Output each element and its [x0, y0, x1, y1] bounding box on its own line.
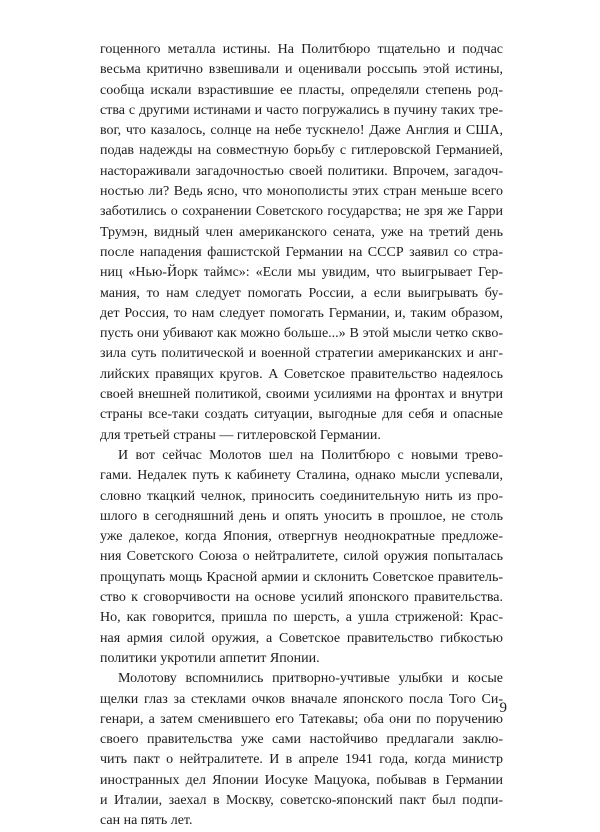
- text-line: ния Советского Союза о нейтралитете, силой оружия попыталась: [100, 549, 503, 565]
- text-line: сообща искали взрастившие ее пласты, определяли степень род-: [100, 82, 503, 98]
- text-line: дет Россия, то нам следует помогать Германии, и, таким образом,: [100, 305, 503, 321]
- text-line: словно ткацкий челнок, приносить соединительную нить из про-: [100, 488, 503, 504]
- paragraph: [100, 40, 503, 446]
- text-line: генари, а затем сменившего его Татекавы; оба они по поручению: [100, 711, 503, 727]
- text-line: ство к сговорчивости на основе усилий японского правительства.: [100, 590, 503, 606]
- text-line: Молотову вспомнились притворно-учтивые улыбки и косые: [118, 671, 503, 687]
- text-line: гами. Недалек путь к кабинету Сталина, однако мысли успевали,: [100, 468, 503, 484]
- text-line: Но, как говорится, пришла по шерсть, а ушла стриженой: Крас-: [100, 610, 503, 626]
- paragraph: [100, 446, 503, 669]
- text-line: своей внешней политикой, своими усилиями на фронтах и внутри: [100, 387, 503, 403]
- text-line: зила суть политической и военной стратегии американских и анг-: [100, 346, 503, 362]
- text-line: Трумэн, видный член американского сената, уже на третий день: [100, 224, 503, 240]
- text-line: ная армия силой оружия, а Советское правительство гибкостью: [100, 630, 503, 646]
- text-line: ностью ли? Ведь ясно, что монополисты этих стран меньше всего: [100, 184, 503, 200]
- text-line: настораживали загадочностью своей политики. Впрочем, загадоч-: [100, 163, 503, 179]
- text-line: и Италии, заехал в Москву, советско-японский пакт был подпи-: [100, 792, 503, 808]
- text-line: весьма критично взвешивали и оценивали россыпь этой истины,: [100, 62, 503, 78]
- text-line: гоценного металла истины. На Политбюро тщательно и подчас: [100, 42, 503, 57]
- text-line: своего правительства уже сами настойчиво предлагали заклю-: [100, 732, 503, 748]
- page-number: 9: [499, 700, 507, 716]
- text-line: чить пакт о нейтралитете. И в апреле 1941 года, когда министр: [100, 752, 503, 768]
- text-line: ниц «Нью-Йорк таймс»: «Если мы увидим, что выигрывает Гер-: [100, 265, 503, 281]
- text-line: щелки глаз за стеклами очков вначале японского посла Того Си-: [100, 691, 503, 707]
- text-line: вог, что казалось, солнце на небе тускнело! Даже Англия и США,: [100, 123, 503, 139]
- text-line: сан на пять лет.: [100, 813, 193, 829]
- text-line: подав надежды на совместную борьбу с гитлеровской Германией,: [100, 143, 503, 159]
- paragraph: [100, 669, 503, 831]
- text-line: шлого в сегодняшний день и опять уносить в прошлое, не столь: [100, 508, 503, 524]
- text-line: иностранных дел Японии Иосуке Мацуока, побывав в Германии: [100, 772, 503, 788]
- text-line: И вот сейчас Молотов шел на Политбюро с новыми трево-: [118, 447, 503, 463]
- text-line: пусть они убивают как можно больше...» В этой мысли четко скво-: [100, 326, 503, 342]
- text-line: для третьей страны — гитлеровской Германии.: [100, 427, 381, 443]
- text-line: прощупать мощь Красной армии и склонить Советское правитель-: [100, 569, 503, 585]
- text-line: заботились о сохранении Советского государства; не зря же Гарри: [100, 204, 503, 220]
- text-line: уже далекое, когда Япония, отвергнув неоднократные предложе-: [100, 529, 503, 545]
- text-line: страны все-таки создать ситуации, выгодные для себя и опасные: [100, 407, 503, 423]
- text-line: ства с другими истинами и часто погружались в пучину таких тре-: [100, 102, 503, 118]
- text-line: мания, то нам следует помогать России, а если выигрывать бу-: [100, 285, 503, 301]
- text-line: после нападения фашистской Германии на СССР заявил со стра-: [100, 244, 503, 260]
- text-line: политики укротили аппетит Японии.: [100, 650, 320, 666]
- text-line: лийских правящих кругов. А Советское правительство надеялось: [100, 366, 503, 382]
